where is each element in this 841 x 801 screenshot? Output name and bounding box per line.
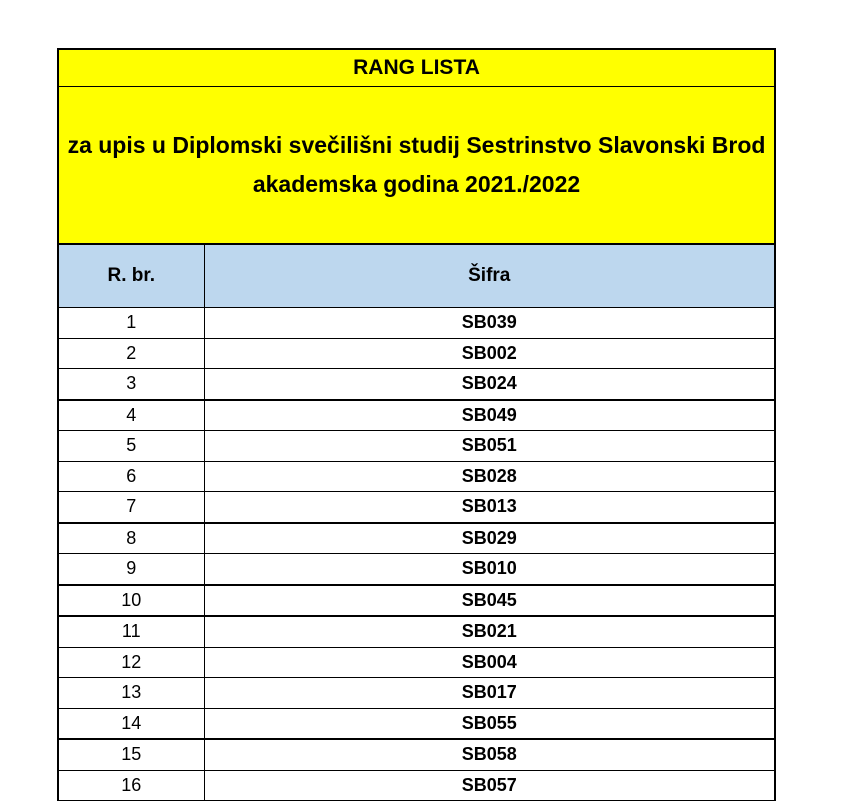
document-subtitle-cell [57,87,776,244]
table-row [58,400,775,431]
table-row [58,338,775,369]
column-header-rank: R. br. [58,245,204,308]
rank-cell: 5 [58,431,204,462]
table-row [58,678,775,709]
code-cell: SB013 [204,492,775,523]
code-cell: SB010 [204,554,775,585]
table-row [58,647,775,678]
code-cell: SB017 [204,678,775,709]
code-cell: SB055 [204,708,775,739]
table-row [58,770,775,801]
ranking-sheet [57,48,776,801]
table-row [58,554,775,585]
rank-cell: 8 [58,523,204,554]
document-title: RANG LISTA [57,48,776,87]
table-row [58,739,775,770]
rank-cell: 15 [58,739,204,770]
rank-cell: 9 [58,554,204,585]
code-cell: SB004 [204,647,775,678]
code-cell: SB049 [204,400,775,431]
table-row [58,431,775,462]
rank-cell: 10 [58,585,204,617]
rank-cell: 16 [58,770,204,801]
rank-cell: 12 [58,647,204,678]
table-row [58,523,775,554]
table-row [58,616,775,647]
table-row [58,308,775,339]
code-cell: SB024 [204,369,775,400]
rank-cell: 1 [58,308,204,339]
code-cell: SB029 [204,523,775,554]
rank-cell: 14 [58,708,204,739]
rank-cell: 6 [58,461,204,492]
code-cell: SB045 [204,585,775,617]
table-row [58,585,775,617]
rank-cell: 7 [58,492,204,523]
code-cell: SB057 [204,770,775,801]
table-row [58,461,775,492]
rank-cell: 13 [58,678,204,709]
ranking-table [57,244,776,801]
table-header-row [58,245,775,308]
code-cell: SB039 [204,308,775,339]
code-cell: SB058 [204,739,775,770]
code-cell: SB002 [204,338,775,369]
rank-cell: 11 [58,616,204,647]
rank-cell: 4 [58,400,204,431]
code-cell: SB021 [204,616,775,647]
rank-cell: 2 [58,338,204,369]
column-header-code: Šifra [204,245,775,308]
rank-cell: 3 [58,369,204,400]
table-row [58,708,775,739]
table-row [58,492,775,523]
document-subtitle: za upis u Diplomski svečilišni studij Sestrinstvo Slavonski Brod akademska godina 2021./2022 [67,132,766,197]
code-cell: SB028 [204,461,775,492]
code-cell: SB051 [204,431,775,462]
table-row [58,369,775,400]
